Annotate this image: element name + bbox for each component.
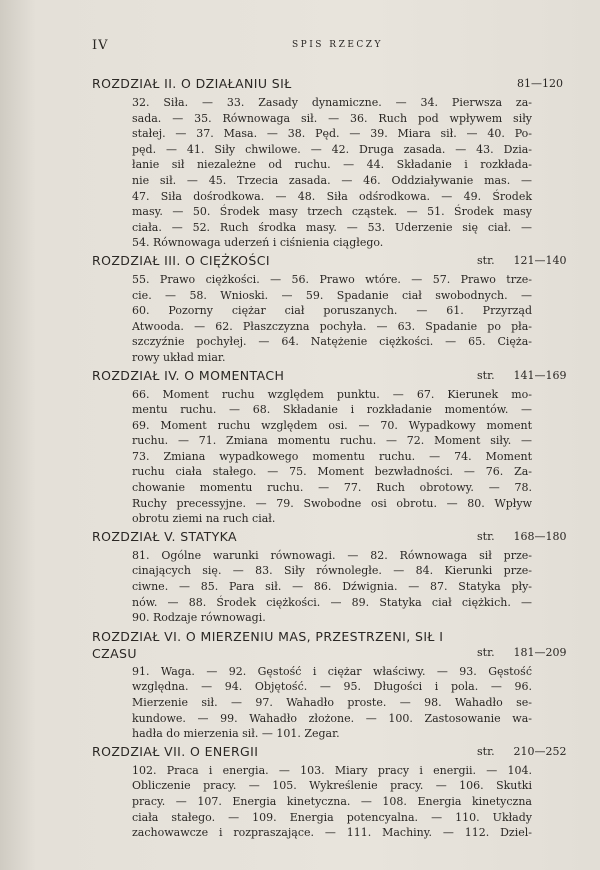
page-range: 181—209 (513, 645, 567, 659)
entry-line: 55. Prawo ciężkości. — 56. Prawo wtóre. — 57. Prawo trze- (132, 272, 532, 286)
chapter-title: ROZDZIAŁ IV. O MOMENTACH (92, 367, 285, 383)
page-range: 210—252 (513, 744, 567, 758)
chapter-heading (92, 628, 592, 664)
chapter-5-section (92, 529, 592, 626)
chapter-title: ROZDZIAŁ VII. O ENERGII (92, 743, 259, 759)
entry-line: 47. Siła dośrodkowa. — 48. Siła odśrodkowa. — 49. Środek (132, 189, 532, 203)
entry-line: sada. — 35. Równowaga sił. — 36. Ruch pod wpływem siły (132, 111, 532, 125)
entry-line: chowanie momentu ruchu. — 77. Ruch obrotowy. — 78. (132, 481, 532, 495)
page-range: 168—180 (513, 529, 567, 543)
entry-line: 73. Zmiana wypadkowego momentu ruchu. — 74. Moment (132, 449, 532, 463)
chapter-heading (92, 368, 592, 387)
entry-line: 32. Siła. — 33. Zasady dynamiczne. — 34. Pierwsza za- (132, 96, 532, 109)
str-label: str. (477, 744, 495, 758)
chapter-entries (92, 664, 532, 742)
running-title: SPIS RZECZY (292, 40, 383, 50)
chapter-heading (92, 744, 592, 763)
chapter-2-section (92, 76, 592, 251)
entry-line: hadła do mierzenia sił. — 101. Zegar. (132, 727, 340, 741)
entry-line: 90. Rodzaje równowagi. (132, 611, 266, 625)
entry-line: 91. Waga. — 92. Gęstość i ciężar właściwy. — 93. Gęstość (132, 664, 532, 678)
entry-line: rowy układ miar. (132, 350, 226, 364)
entry-line: ciała stałego. — 109. Energia potencyalna. — 110. Układy (132, 810, 532, 824)
entry-line: kundowe. — 99. Wahadło złożone. — 100. Zastosowanie wa- (132, 711, 532, 725)
entry-line: względna. — 94. Objętość. — 95. Długości i pola. — 96. (132, 680, 532, 694)
chapter-title: ROZDZIAŁ V. STATYKA (92, 528, 237, 544)
running-head (0, 38, 600, 58)
entry-line: 54. Równowaga uderzeń i ciśnienia ciągłego. (132, 236, 384, 250)
chapter-heading (92, 76, 592, 95)
entry-line: 66. Moment ruchu względem punktu. — 67. Kierunek mo- (132, 387, 532, 401)
chapter-3-section (92, 253, 592, 366)
entry-line: 60. Pozorny ciężar ciał poruszanych. — 61. Przyrząd (132, 304, 532, 318)
entry-line: cinających się. — 83. Siły równoległe. — 84. Kierunki prze- (132, 564, 532, 578)
entry-line: Mierzenie sił. — 97. Wahadło proste. — 98. Wahadło se- (132, 696, 532, 709)
entry-line: 102. Praca i energia. — 103. Miary pracy i energii. — 104. (132, 763, 532, 777)
entry-line: ciała. — 52. Ruch środka masy. — 53. Uderzenie się ciał. — (132, 220, 532, 234)
chapter-6-section (92, 628, 592, 742)
entry-line: cie. — 58. Wnioski. — 59. Spadanie ciał swobodnych. — (132, 288, 532, 302)
chapter-4-section (92, 368, 592, 527)
entry-line: nie sił. — 45. Trzecia zasada. — 46. Oddziaływanie mas. — (132, 173, 532, 187)
page-range: 81—120 (517, 77, 563, 90)
entry-line: 69. Moment ruchu względem osi. — 70. Wypadkowy moment (132, 418, 532, 432)
entry-line: masy. — 50. Środek masy trzech cząstek. — 51. Środek masy (132, 205, 532, 219)
str-label: str. (477, 368, 495, 382)
chapter-entries (92, 95, 532, 251)
entry-line: łanie sił niezależne od ruchu. — 44. Składanie i rozkłada- (132, 158, 532, 172)
entry-line: nów. — 88. Środek ciężkości. — 89. Statyka ciał ciężkich. — (132, 595, 532, 609)
page-range: 141—169 (513, 368, 567, 382)
entry-line: zachowawcze i rozpraszające. — 111. Machiny. — 112. Dziel- (132, 826, 532, 840)
entry-line: szczyźnie pochyłej. — 64. Natężenie ciężkości. — 65. Cięża- (132, 335, 532, 349)
entry-line: Atwooda. — 62. Płaszczyzna pochyła. — 63. Spadanie po pła- (132, 319, 532, 333)
table-of-contents (92, 76, 592, 843)
chapter-entries (92, 548, 532, 626)
chapter-title: ROZDZIAŁ II. O DZIAŁANIU SIŁ (92, 76, 292, 91)
chapter-entries (92, 763, 532, 841)
entry-line: ruchu ciała stałego. — 75. Moment bezwładności. — 76. Za- (132, 465, 532, 479)
chapter-heading (92, 529, 592, 548)
entry-line: mentu ruchu. — 68. Składanie i rozkładanie momentów. — (132, 403, 532, 417)
str-label: str. (477, 253, 495, 267)
entry-line: Ruchy precessyjne. — 79. Swobodne osi obrotu. — 80. Wpływ (132, 496, 532, 510)
chapter-entries (92, 387, 532, 527)
chapter-entries (92, 272, 532, 366)
entry-line: Obliczenie pracy. — 105. Wykreślenie pracy. — 106. Skutki (132, 779, 532, 793)
entry-line: stałej. — 37. Masa. — 38. Pęd. — 39. Miara sił. — 40. Po- (132, 127, 532, 141)
str-label: str. (477, 529, 495, 543)
entry-line: ruchu. — 71. Zmiana momentu ruchu. — 72. Moment siły. — (132, 434, 532, 448)
page-range: 121—140 (513, 253, 567, 267)
entry-line: obrotu ziemi na ruch ciał. (132, 512, 276, 526)
entry-line: 81. Ogólne warunki równowagi. — 82. Równowaga sił prze- (132, 548, 532, 562)
chapter-title: ROZDZIAŁ VI. O MIERZENIU MAS, PRZESTRZENI, SIŁ I CZASU (92, 628, 444, 661)
str-label: str. (477, 645, 495, 659)
chapter-heading (92, 253, 592, 272)
chapter-7-section (92, 744, 592, 841)
chapter-title: ROZDZIAŁ III. O CIĘŻKOŚCI (92, 252, 270, 268)
entry-line: ciwne. — 85. Para sił. — 86. Dźwignia. — 87. Statyka pły- (132, 580, 532, 594)
entry-line: pęd. — 41. Siły chwilowe. — 42. Druga zasada. — 43. Dzia- (132, 142, 532, 156)
page-number: IV (92, 38, 109, 53)
entry-line: pracy. — 107. Energia kinetyczna. — 108. Energia kinetyczna (132, 794, 532, 808)
